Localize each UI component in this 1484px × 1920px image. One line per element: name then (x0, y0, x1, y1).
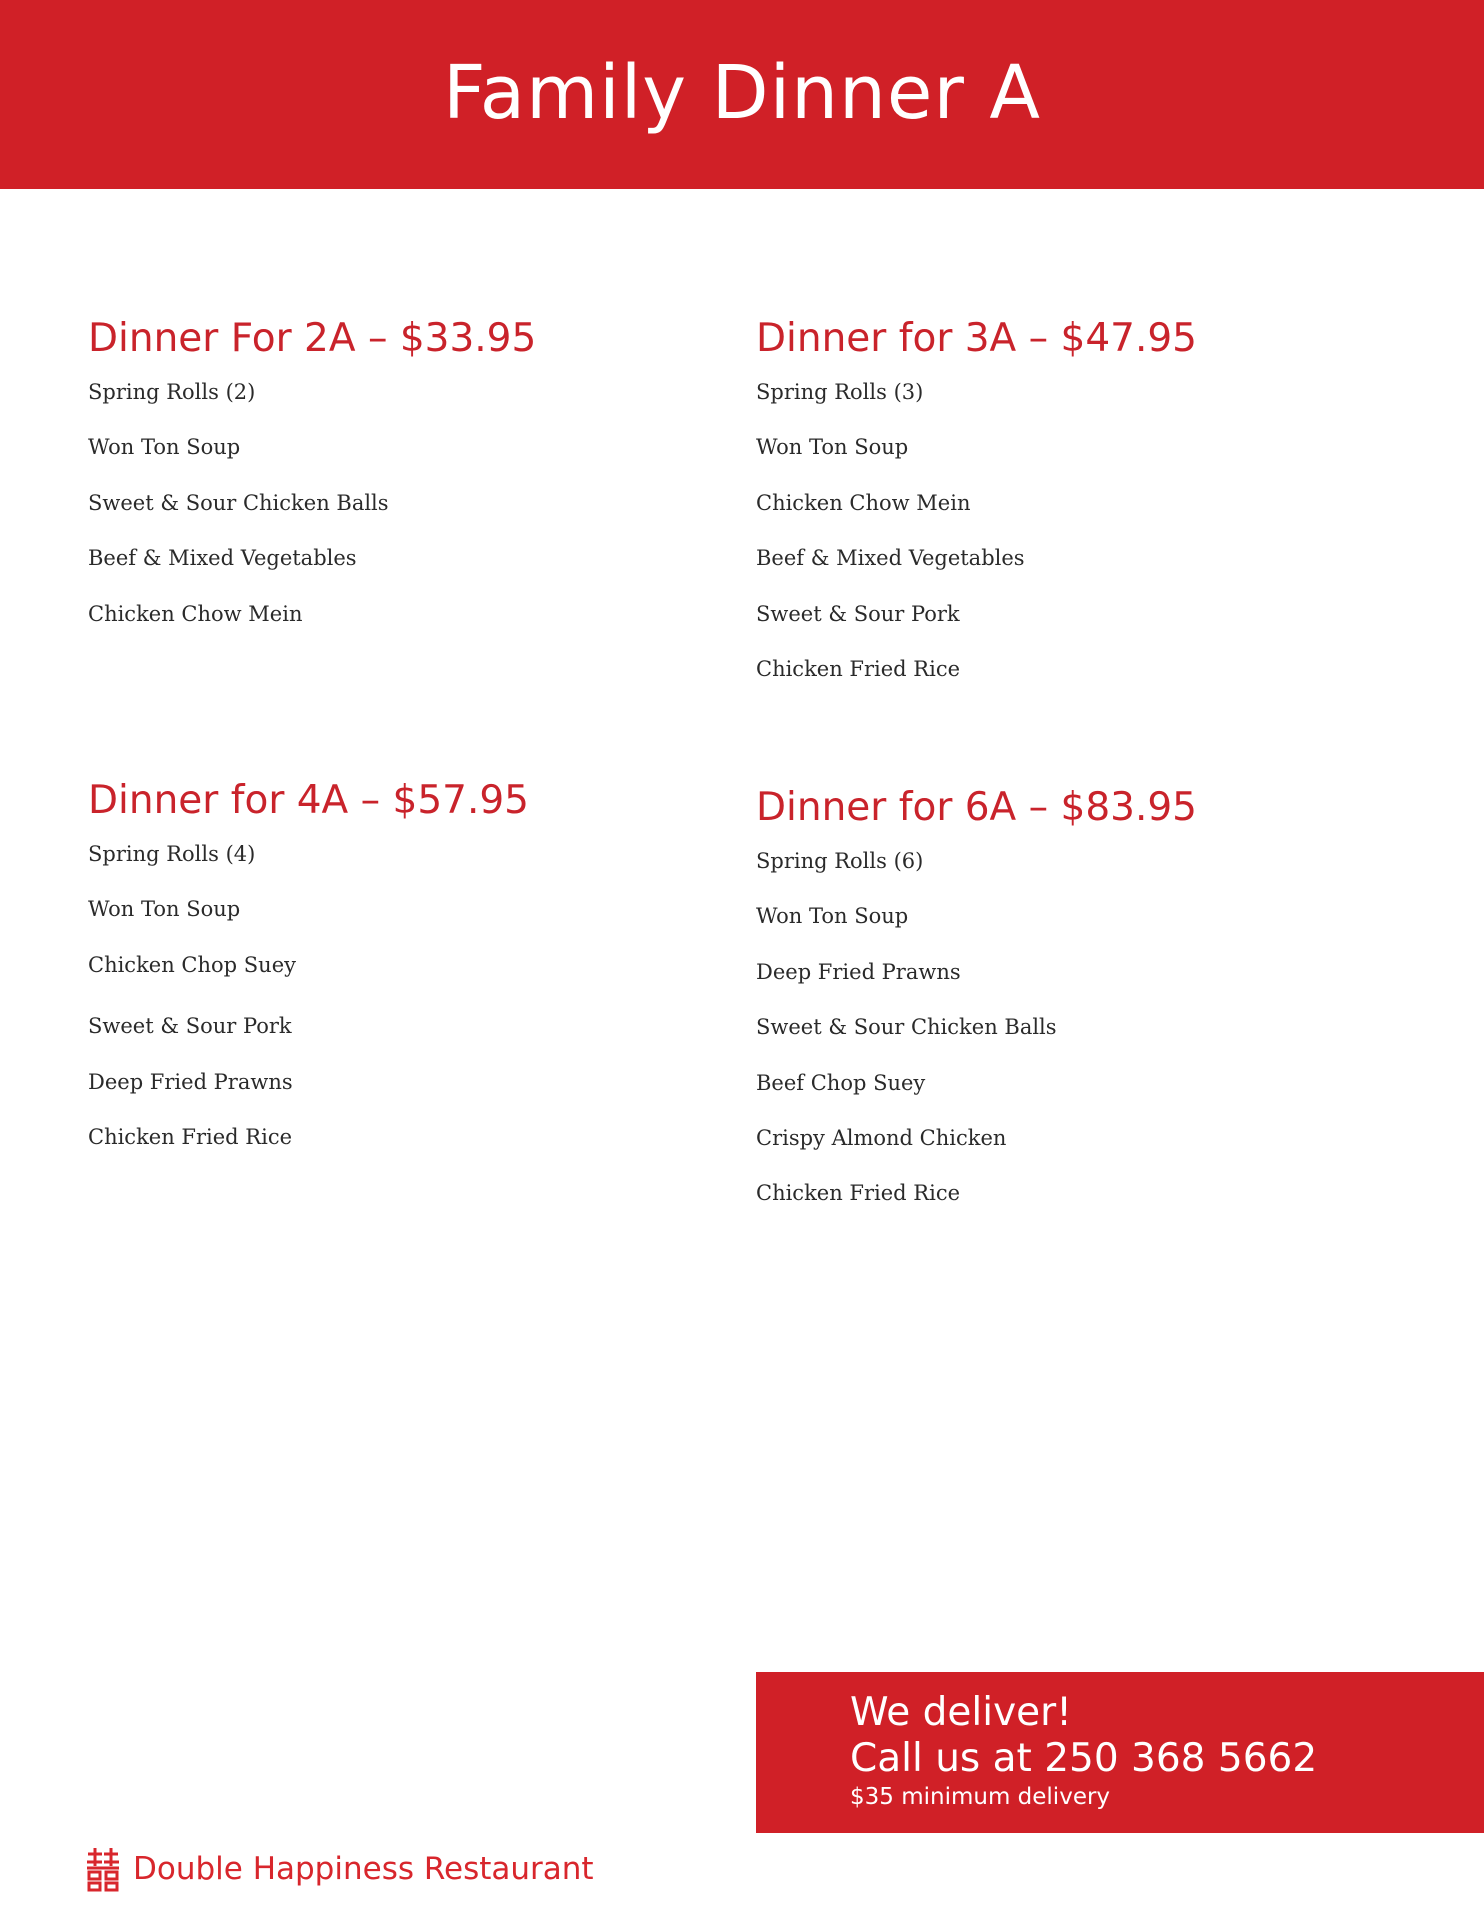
section-title: Dinner for 6A – $83.95 (756, 785, 1197, 830)
menu-item: Beef & Mixed Vegetables (88, 546, 357, 571)
delivery-headline: We deliver! (850, 1690, 1072, 1735)
menu-item-list (88, 377, 728, 654)
menu-item: Beef & Mixed Vegetables (756, 546, 1025, 571)
menu-item: Sweet & Sour Chicken Balls (88, 490, 389, 515)
page-header (0, 0, 1484, 189)
menu-item-list (88, 839, 728, 1177)
delivery-minimum: $35 minimum delivery (850, 1784, 1111, 1810)
delivery-phone: Call us at 250 368 5662 (850, 1736, 1318, 1781)
menu-item-list (756, 846, 1396, 1234)
menu-item: Beef Chop Suey (756, 1070, 926, 1095)
menu-item: Deep Fried Prawns (756, 959, 961, 984)
menu-item: Won Ton Soup (756, 904, 909, 929)
menu-item: Spring Rolls (3) (756, 380, 924, 404)
menu-item: Won Ton Soup (756, 435, 909, 460)
brand-name: Double Happiness Restaurant (133, 1851, 594, 1887)
menu-section-dinner-3a (756, 311, 1396, 709)
menu-item-list (756, 377, 1396, 709)
menu-item: Won Ton Soup (88, 435, 241, 460)
menu-item: Sweet & Sour Pork (88, 1014, 292, 1039)
menu-section-dinner-2a (88, 311, 728, 654)
section-title: Dinner for 4A – $57.95 (88, 778, 529, 823)
menu-item: Chicken Chow Mein (88, 601, 303, 626)
menu-item: Chicken Fried Rice (756, 1181, 961, 1206)
section-title: Dinner For 2A – $33.95 (88, 316, 537, 361)
menu-item: Chicken Fried Rice (756, 656, 961, 681)
section-title: Dinner for 3A – $47.95 (756, 316, 1197, 361)
menu-item: Sweet & Sour Chicken Balls (756, 1015, 1057, 1040)
menu-item: Sweet & Sour Pork (756, 601, 960, 626)
menu-item: Crispy Almond Chicken (756, 1125, 1007, 1150)
menu-item: Spring Rolls (6) (756, 849, 924, 873)
menu-item: Chicken Chop Suey (88, 952, 296, 977)
menu-item: Spring Rolls (4) (88, 842, 256, 866)
menu-section-dinner-4a (88, 773, 728, 1177)
menu-item: Chicken Chow Mein (756, 490, 971, 515)
menu-item: Chicken Fried Rice (88, 1124, 293, 1149)
page-title: Family Dinner A (442, 49, 1042, 136)
menu-item: Won Ton Soup (88, 897, 241, 922)
menu-section-dinner-6a (756, 780, 1396, 1234)
delivery-banner (756, 1672, 1484, 1833)
menu-item: Deep Fried Prawns (88, 1069, 293, 1094)
brand-footer (86, 1844, 594, 1894)
menu-item: Spring Rolls (2) (88, 380, 256, 404)
double-happiness-icon (86, 1846, 120, 1892)
